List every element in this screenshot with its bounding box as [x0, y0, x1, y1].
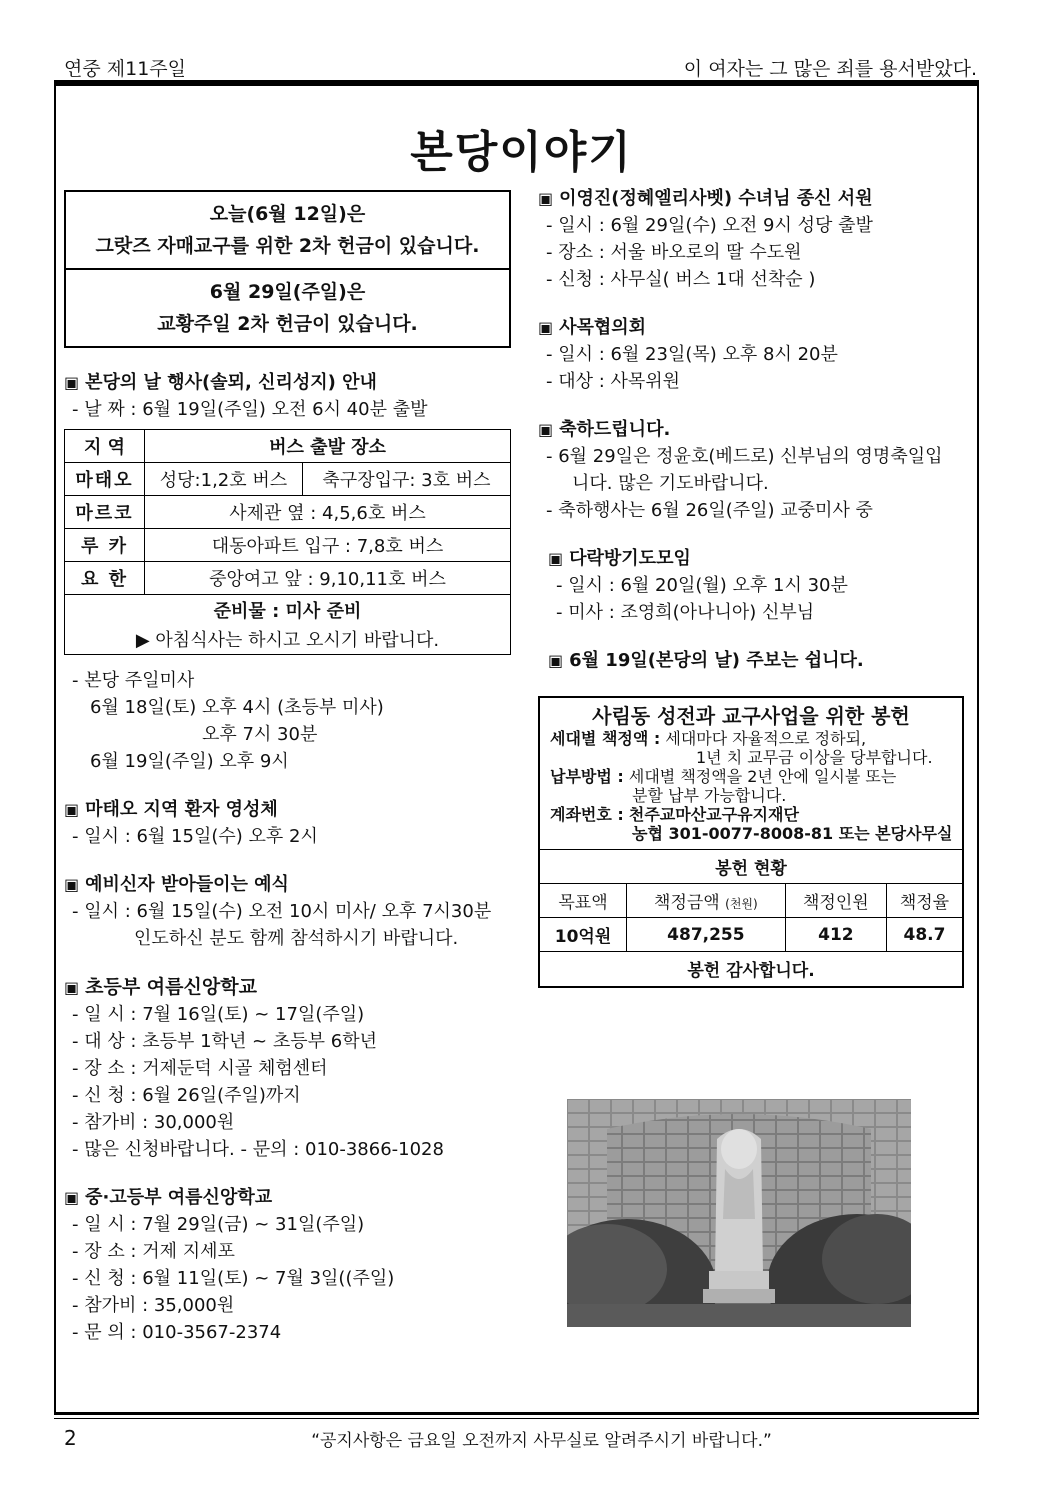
council-title: ▣ 사목협의회	[538, 317, 647, 338]
congrats-line: - 6월 29일은 정윤호(베드로) 신부님의 영명축일입	[546, 446, 943, 467]
elem-camp-line: - 많은 신청바랍니다. - 문의 : 010-3866-1028	[72, 1139, 444, 1160]
offering-status-table	[540, 849, 962, 986]
elem-camp-title: ▣ 초등부 여름신앙학교	[64, 976, 257, 998]
elem-camp-line: - 참가비 : 30,000원	[72, 1112, 235, 1133]
vows-line: - 일시 : 6월 29일(수) 오전 9시 성당 출발	[546, 215, 873, 236]
table-row	[65, 430, 511, 463]
status-amount: 487,255	[626, 918, 785, 952]
catechumen-line-1: - 일시 : 6월 15일(수) 오전 10시 미사/ 오후 7시30분	[72, 901, 492, 922]
offering-row: 납부방법 : 세대별 책정액을 2년 안에 일시불 또는	[550, 767, 897, 786]
square-bullet-icon: ▣	[64, 875, 80, 894]
bus-place: 대동아파트 입구 : 7,8호 버스	[145, 529, 511, 562]
left-column	[64, 190, 514, 1346]
offering-row: 농협 301-0077-8008-81 또는 본당사무실	[632, 824, 953, 843]
square-bullet-icon: ▣	[548, 651, 564, 670]
bus-head-place: 버스 출발 장소	[145, 430, 511, 463]
mid-camp-line: - 신 청 : 6월 11일(토) ~ 7월 3일((주일)	[72, 1268, 395, 1289]
congrats-title: ▣ 축하드립니다.	[538, 419, 671, 440]
vows-title: ▣ 이영진(정혜엘리사벳) 수녀님 종신 서원	[538, 188, 873, 209]
notice-part-1	[66, 192, 509, 268]
bus-region: 요 한	[65, 562, 145, 595]
square-bullet-icon: ▣	[64, 978, 80, 997]
parish-day-date: - 날 짜 : 6월 19일(주일) 오전 6시 40분 출발	[72, 399, 428, 420]
offering-box	[538, 696, 964, 988]
offering-thanks: 봉헌 감사합니다.	[540, 952, 962, 986]
status-head: 목표액	[540, 884, 626, 918]
prayer-title: ▣ 다락방기도모임	[548, 548, 691, 569]
mid-camp-line: - 장 소 : 거제 지세포	[72, 1241, 235, 1262]
congrats-line: - 축하행사는 6월 26일(주일) 교중미사 중	[546, 500, 873, 521]
table-row	[65, 529, 511, 562]
prayer-line: - 일시 : 6월 20일(월) 오후 1시 30분	[556, 575, 848, 596]
table-row	[65, 496, 511, 529]
bus-region: 마태오	[65, 463, 145, 496]
square-bullet-icon: ▣	[538, 318, 554, 337]
status-target: 10억원	[540, 918, 626, 952]
vows-line: - 장소 : 서울 바오로의 딸 수도원	[546, 242, 802, 263]
table-row	[540, 850, 962, 884]
header-left: 연중 제11주일	[64, 58, 186, 80]
bus-table	[64, 429, 511, 655]
bottom-rule-thin	[54, 1418, 979, 1419]
statue-photo-svg	[567, 1099, 911, 1327]
footer-note: “공지사항은 금요일 오전까지 사무실로 알려주시기 바랍니다.”	[311, 1431, 772, 1451]
square-bullet-icon: ▣	[548, 549, 564, 568]
offering-row: 분할 납부 가능합니다.	[632, 786, 787, 805]
bus-prep: 준비물 : 미사 준비	[65, 595, 511, 625]
bus-place: 중앙여고 앞 : 9,10,11호 버스	[145, 562, 511, 595]
banner-title: 본당이야기	[410, 127, 633, 178]
communion-line: - 일시 : 6월 15일(수) 오후 2시	[72, 826, 318, 847]
page-number: 2	[64, 1426, 77, 1450]
bus-head-region: 지 역	[65, 430, 145, 463]
table-row	[540, 918, 962, 952]
bus-region: 마르코	[65, 496, 145, 529]
bottom-rule	[54, 1412, 979, 1415]
mid-camp-line: - 일 시 : 7월 29일(금) ~ 31일(주일)	[72, 1214, 365, 1235]
mid-camp-title: ▣ 중·고등부 여름신앙학교	[64, 1187, 273, 1208]
notice-line-3: 6월 29일(주일)은	[209, 281, 366, 303]
status-head: 책정율	[886, 884, 962, 918]
bus-note: ▶ 아침식사는 하시고 오시기 바랍니다.	[65, 625, 511, 655]
status-title: 봉헌 현황	[540, 850, 962, 884]
table-row	[540, 884, 962, 918]
notice-line-4: 교황주일 2차 헌금이 있습니다.	[157, 313, 418, 335]
sunday-mass-1: - 본당 주일미사	[72, 670, 195, 691]
offering-row: 계좌번호 : 천주교마산교구유지재단	[550, 805, 799, 824]
status-head: 책정인원	[785, 884, 886, 918]
table-row	[65, 625, 511, 655]
vows-line: - 신청 : 사무실( 버스 1대 선착순 )	[546, 269, 816, 290]
catechumen-line-2: 인도하신 분도 함께 참석하시기 바랍니다.	[134, 928, 459, 949]
council-line: - 일시 : 6월 23일(목) 오후 8시 20분	[546, 344, 838, 365]
table-row	[65, 562, 511, 595]
council-line: - 대상 : 사목위원	[546, 371, 681, 392]
offering-row: 1년 치 교무금 이상을 당부합니다.	[696, 748, 933, 767]
table-row	[540, 952, 962, 986]
status-head: 책정금액 (천원)	[626, 884, 785, 918]
congrats-line: 니다. 많은 기도바랍니다.	[572, 473, 769, 494]
sunday-mass-2: 6월 18일(토) 오후 4시 (초등부 미사)	[90, 697, 384, 718]
status-people: 412	[785, 918, 886, 952]
bus-place: 사제관 옆 : 4,5,6호 버스	[145, 496, 511, 529]
notice-line-2: 그랏즈 자매교구를 위한 2차 헌금이 있습니다.	[95, 235, 480, 257]
statue-photo	[567, 1099, 911, 1327]
catechumen-title: ▣ 예비신자 받아들이는 예식	[64, 874, 289, 895]
elem-camp-line: - 장 소 : 거제둔덕 시골 체험센터	[72, 1058, 328, 1079]
parish-day-title: ▣ 본당의 날 행사(솔뫼, 신리성지) 안내	[64, 372, 377, 393]
offering-title: 사림동 성전과 교구사업을 위한 봉헌	[592, 704, 910, 728]
square-bullet-icon: ▣	[538, 420, 554, 439]
prayer-line: - 미사 : 조영희(아나니아) 신부님	[556, 602, 815, 623]
no-bulletin-title: ▣ 6월 19일(본당의 날) 주보는 쉽니다.	[548, 650, 864, 671]
status-rate: 48.7	[886, 918, 962, 952]
mid-camp-line: - 참가비 : 35,000원	[72, 1295, 235, 1316]
notice-part-2	[66, 268, 509, 346]
notice-box	[64, 190, 511, 348]
header-right: 이 여자는 그 많은 죄를 용서받았다.	[683, 58, 977, 80]
mid-camp-line: - 문 의 : 010-3567-2374	[72, 1322, 282, 1343]
communion-title: ▣ 마태오 지역 환자 영성체	[64, 799, 278, 820]
notice-line-1: 오늘(6월 12일)은	[209, 203, 366, 225]
offering-row: 세대별 책정액 : 세대마다 자율적으로 정하되,	[550, 729, 867, 748]
table-row	[65, 463, 511, 496]
bus-place: 성당:1,2호 버스	[145, 463, 303, 496]
sunday-mass-4: 6월 19일(주일) 오후 9시	[90, 751, 289, 772]
square-bullet-icon: ▣	[538, 189, 554, 208]
square-bullet-icon: ▣	[64, 1188, 80, 1207]
sunday-mass-3: 오후 7시 30분	[202, 724, 318, 745]
square-bullet-icon: ▣	[64, 800, 80, 819]
bus-place: 축구장입구: 3호 버스	[302, 463, 510, 496]
elem-camp-line: - 신 청 : 6월 26일(주일)까지	[72, 1085, 301, 1106]
bus-region: 루 카	[65, 529, 145, 562]
table-row	[65, 595, 511, 625]
elem-camp-line: - 일 시 : 7월 16일(토) ~ 17일(주일)	[72, 1004, 365, 1025]
right-column	[538, 186, 968, 988]
elem-camp-line: - 대 상 : 초등부 1학년 ~ 초등부 6학년	[72, 1031, 377, 1052]
square-bullet-icon: ▣	[64, 373, 80, 392]
